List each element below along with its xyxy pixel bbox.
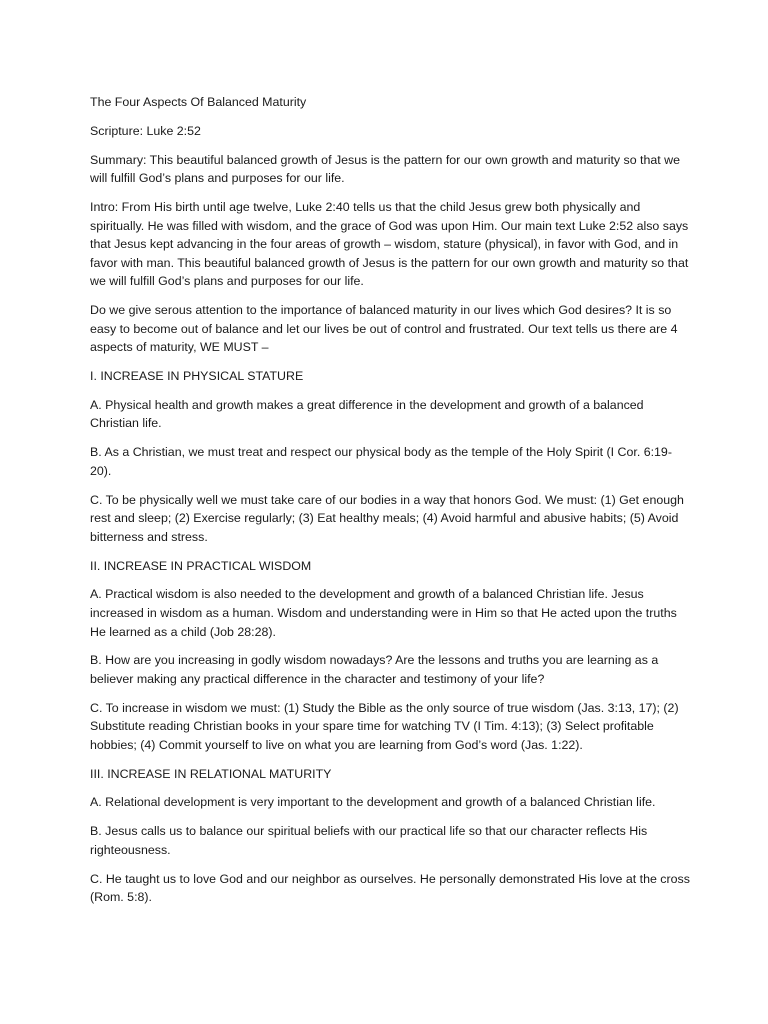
section-point: A. Practical wisdom is also needed to the development and growth of a balanced Christian life. Jesus increased in wisdom as a human. Wisdom and understanding were in Him so that He acted upon the truths He learned as a child (Job 28:28). [90,587,677,639]
section-heading: II. INCREASE IN PRACTICAL WISDOM [90,558,312,573]
section-point: A. Relational development is very important to the development and growth of a balanced Christian life. [90,795,656,810]
section-point: B. As a Christian, we must treat and respect our physical body as the temple of the Holy Spirit (I Cor. 6:19-20). [90,445,672,478]
section-point: C. To be physically well we must take care of our bodies in a way that honors God. We must: (1) Get enough rest and sleep; (2) Exercise regularly; (3) Eat healthy meals; (4) Avoid harmful and abusive habits; (5) Avoid bitterness and stress. [90,492,684,544]
document-page [90,93,690,917]
document-title: The Four Aspects Of Balanced Maturity [90,95,307,109]
section-heading: III. INCREASE IN RELATIONAL MATURITY [90,766,332,781]
intro-paragraph: Intro: From His birth until age twelve, Luke 2:40 tells us that the child Jesus grew both physically and spiritually. He was filled with wisdom, and the grace of God was upon Him. Our main text Luke 2:52 also says that Jesus kept advancing in the four areas of growth – wisdom, stature (physical), in favor with God, and in favor with man. This beautiful balanced growth of Jesus is the pattern for our own growth and maturity so that we will fulfill God’s plans and purposes for our life. [90,199,689,289]
section-practical-wisdom [90,557,690,755]
section-point: B. Jesus calls us to balance our spiritual beliefs with our practical life so that our character reflects His righteousness. [90,824,648,857]
section-relational-maturity [90,765,690,907]
scripture-reference: Scripture: Luke 2:52 [90,123,201,138]
section-physical-stature [90,367,690,546]
summary-paragraph: Summary: This beautiful balanced growth of Jesus is the pattern for our own growth and maturity so that we will fulfill God’s plans and purposes for our life. [90,152,681,186]
question-paragraph: Do we give serous attention to the importance of balanced maturity in our lives which God desires? It is so easy to become out of balance and let our lives be out of control and frustrated. Our text tells us there are 4 aspects of maturity, WE MUST – [90,303,678,355]
section-point: B. How are you increasing in godly wisdom nowadays? Are the lessons and truths you are learning as a believer making any practical difference in the character and testimony of your life? [90,653,659,686]
section-point: A. Physical health and growth makes a great difference in the development and growth of a balanced Christian life. [90,397,644,431]
section-point: C. He taught us to love God and our neighbor as ourselves. He personally demonstrated His love at the cross (Rom. 5:8). [90,871,690,905]
section-point: C. To increase in wisdom we must: (1) Study the Bible as the only source of true wisdom (Jas. 3:13, 17); (2) Substitute reading Christian books in your spare time for watching TV (I Tim. 4:13); (3) Select profitable hobbies; (4) Commit yourself to live on what you are learning from God’s word (Jas. 1:22). [90,700,679,752]
section-heading: I. INCREASE IN PHYSICAL STATURE [90,369,304,384]
